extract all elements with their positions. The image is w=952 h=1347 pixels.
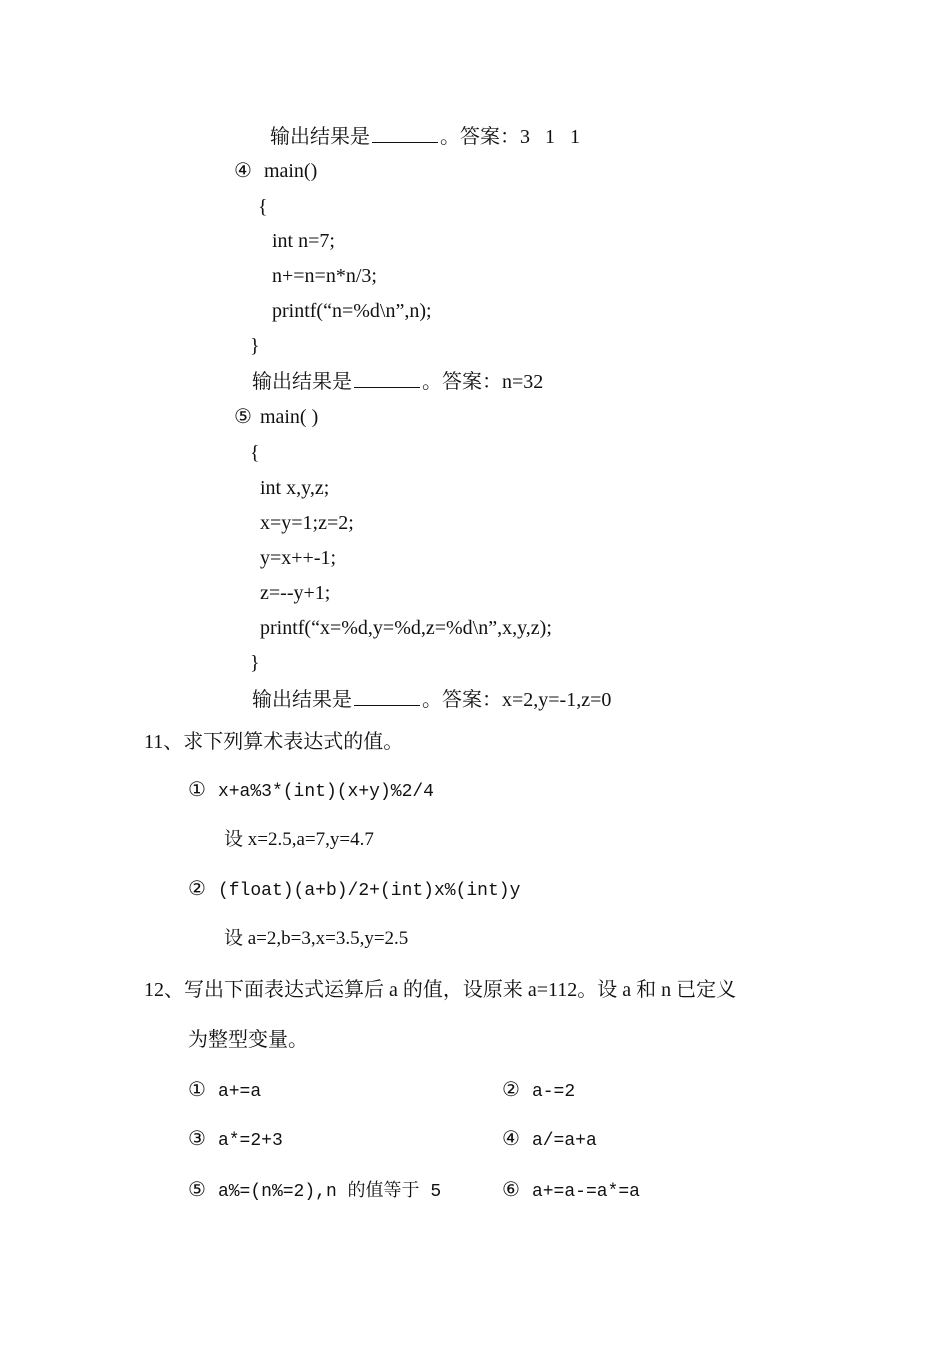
- program-4-header: [234, 159, 317, 183]
- q12-item-2: [502, 1078, 575, 1104]
- close-brace: }: [250, 652, 260, 674]
- result-answer: 。答案：3 1 1: [440, 126, 580, 148]
- circled-marker: ③: [188, 1128, 206, 1150]
- question-12-title: 12、写出下面表达式运算后 a 的值，设原来 a=112。设 a 和 n 已定义: [144, 979, 737, 1001]
- q11-item-2: [188, 877, 520, 903]
- result-prefix: 输出结果是: [252, 371, 352, 393]
- result-answer: 。答案：n=32: [422, 371, 544, 393]
- expression: a+=a: [217, 1082, 262, 1102]
- open-brace: {: [250, 442, 260, 464]
- q12-item-5: [188, 1178, 441, 1204]
- program-5-header: [234, 405, 318, 429]
- code-line: x=y=1;z=2;: [260, 512, 354, 534]
- expression: a-=2: [531, 1082, 576, 1102]
- circled-marker: ⑤: [234, 406, 252, 428]
- q12-item-1: [188, 1078, 261, 1104]
- circled-marker: ④: [502, 1128, 520, 1150]
- q12-item-6: [502, 1178, 640, 1204]
- q11-given-2: [224, 927, 408, 951]
- result-line-4: [252, 369, 543, 394]
- open-brace: {: [258, 196, 268, 218]
- question-12-title-cont: 为整型变量。: [188, 1029, 308, 1051]
- circled-marker: ②: [188, 878, 206, 900]
- q11-item-1: [188, 778, 434, 804]
- code-line: printf(“x=%d,y=%d,z=%d\n”,x,y,z);: [260, 617, 552, 639]
- result-answer: 。答案：x=2,y=-1,z=0: [422, 689, 612, 711]
- expression: a*=2+3: [217, 1131, 283, 1151]
- circled-marker: ⑥: [502, 1179, 520, 1201]
- code-line: int x,y,z;: [260, 477, 330, 499]
- circled-marker: ⑤: [188, 1179, 206, 1201]
- q11-given-1: [224, 828, 374, 852]
- circled-marker: ①: [188, 779, 206, 801]
- expression: a%=(n%=2),n 的值等于 5: [217, 1182, 442, 1202]
- expression: (float)(a+b)/2+(int)x%(int)y: [217, 881, 521, 901]
- code-line: y=x++-1;: [260, 547, 337, 569]
- result-line-3: [270, 124, 580, 149]
- result-prefix: 输出结果是: [270, 126, 370, 148]
- code-line: z=--y+1;: [260, 582, 331, 604]
- close-brace: }: [250, 335, 260, 357]
- expression: x+a%3*(int)(x+y)%2/4: [217, 782, 434, 802]
- result-line-5: [252, 687, 611, 712]
- circled-marker: ①: [188, 1079, 206, 1101]
- code-line: n+=n=n*n/3;: [272, 265, 377, 287]
- expression: a/=a+a: [531, 1131, 597, 1151]
- q12-item-4: [502, 1127, 597, 1153]
- code-line: int n=7;: [272, 230, 335, 252]
- answer-blank: [372, 124, 438, 143]
- code-header: main(): [263, 160, 318, 182]
- circled-marker: ②: [502, 1079, 520, 1101]
- answer-blank: [354, 687, 420, 706]
- code-line: printf(“n=%d\n”,n);: [272, 300, 432, 322]
- circled-marker: ④: [234, 160, 252, 182]
- code-header: main( ): [259, 406, 319, 428]
- given-values: 设 a=2,b=3,x=3.5,y=2.5: [224, 928, 409, 949]
- given-values: 设 x=2.5,a=7,y=4.7: [224, 829, 374, 850]
- expression: a+=a-=a*=a: [531, 1182, 640, 1202]
- question-11-title: 11、求下列算术表达式的值。: [144, 731, 404, 753]
- result-prefix: 输出结果是: [252, 689, 352, 711]
- q12-item-3: [188, 1127, 283, 1153]
- answer-blank: [354, 369, 420, 388]
